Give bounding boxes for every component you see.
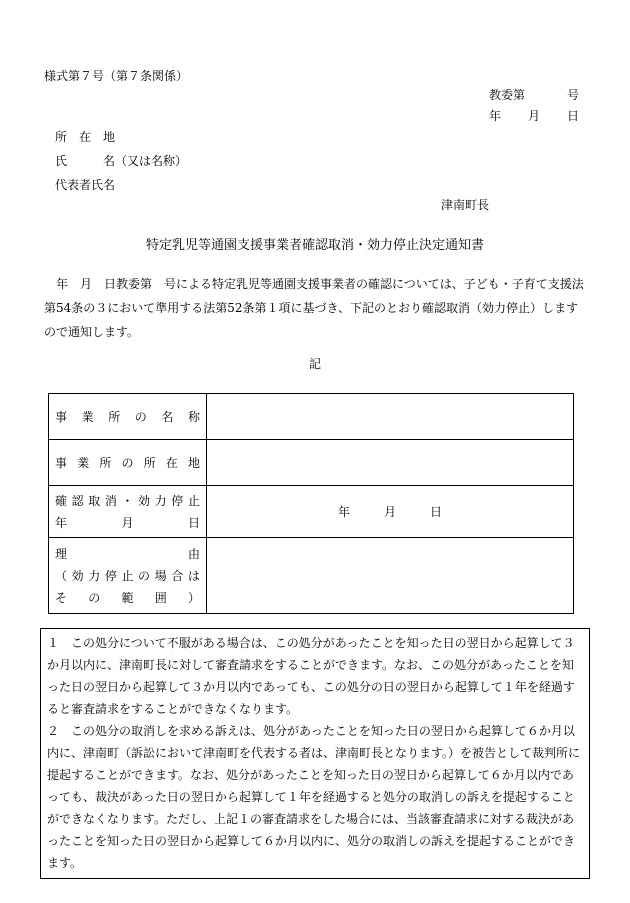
label-business-address: 事 業 所 の 所 在 地 <box>49 440 207 486</box>
note-2: ２ この処分の取消しを求める訴えは、処分があったことを知った日の翌日から起算して６か月以内に、津南町（訴訟において津南町を代表する者は、津南町長となります。）を被告として裁判所に提起することができます。なお、処分があったことを知った日の翌日から起算して６か月以内であっても、裁決があった日の翌日から起算して１年を経過すると処分の取消しの訴えを提起することができなくなります。ただし、上記１の審査請求をした場合には、当該審査請求に対する裁決があったことを知った日の翌日から起算して６か月以内に、処分の取消しの訴えを提起することができます。 <box>47 724 581 870</box>
table-row-reason <box>49 538 574 614</box>
reference-prefix: 教委第 <box>489 88 526 102</box>
addressee-location-label: 所 在 地 <box>55 130 115 144</box>
addressee-representative-label: 代表者氏名 <box>55 178 116 192</box>
value-reason <box>207 538 574 614</box>
note-1: １ この処分について不服がある場合は、この処分があったことを知った日の翌日から起算して３か月以内に、津南町長に対して審査請求をすることができます。なお、この処分があったことを知った日の翌日から起算して３か月以内であっても、この処分の日の翌日から起算して１年を経過すると審査請求をすることができなくなります。 <box>47 636 575 716</box>
value-business-name <box>207 394 574 440</box>
addressee-name-label: 氏 名 （又は名称） <box>55 154 188 168</box>
table-row-business-address <box>49 440 574 486</box>
issuer: 津南町長 <box>441 198 490 212</box>
date-year: 年 <box>489 109 502 123</box>
reference-suffix: 号 <box>566 88 579 102</box>
value-business-address <box>207 440 574 486</box>
value-revocation-date: 年 月 日 <box>207 486 574 538</box>
ki-heading: 記 <box>308 357 321 371</box>
body-paragraph: 年 月 日教委第 号による特定乳児等通園支援事業者の確認については、子ども・子育て支援法第54条の３において準用する法第52条第１項に基づき、下記のとおり確認取消（効力停止）しますので通知します。 <box>44 277 584 339</box>
table-row-business-name <box>49 394 574 440</box>
date-month: 月 <box>527 109 540 123</box>
label-reason: 理 由 （ 効 力 停 止 の 場 合 は そ の 範 囲 ） <box>49 538 207 614</box>
label-business-name: 事 業 所 の 名 称 <box>49 394 207 440</box>
issue-date-line <box>489 107 579 128</box>
table-row-revocation-date <box>49 486 574 538</box>
addressee-name-suffix: （又は名称） <box>115 154 188 168</box>
document-title: 特定乳児等通園支援事業者確認取消・効力停止決定通知書 <box>145 238 484 253</box>
details-table <box>48 393 574 614</box>
date-day: 日 <box>566 109 579 123</box>
reference-number-line <box>489 86 579 107</box>
label-revocation-date: 確 認 取 消 ・ 効 力 停 止 年 月 日 <box>49 486 207 538</box>
reference-block <box>489 86 579 128</box>
form-number: 様式第７号（第７条関係） <box>44 69 189 83</box>
notes-box <box>40 628 590 879</box>
